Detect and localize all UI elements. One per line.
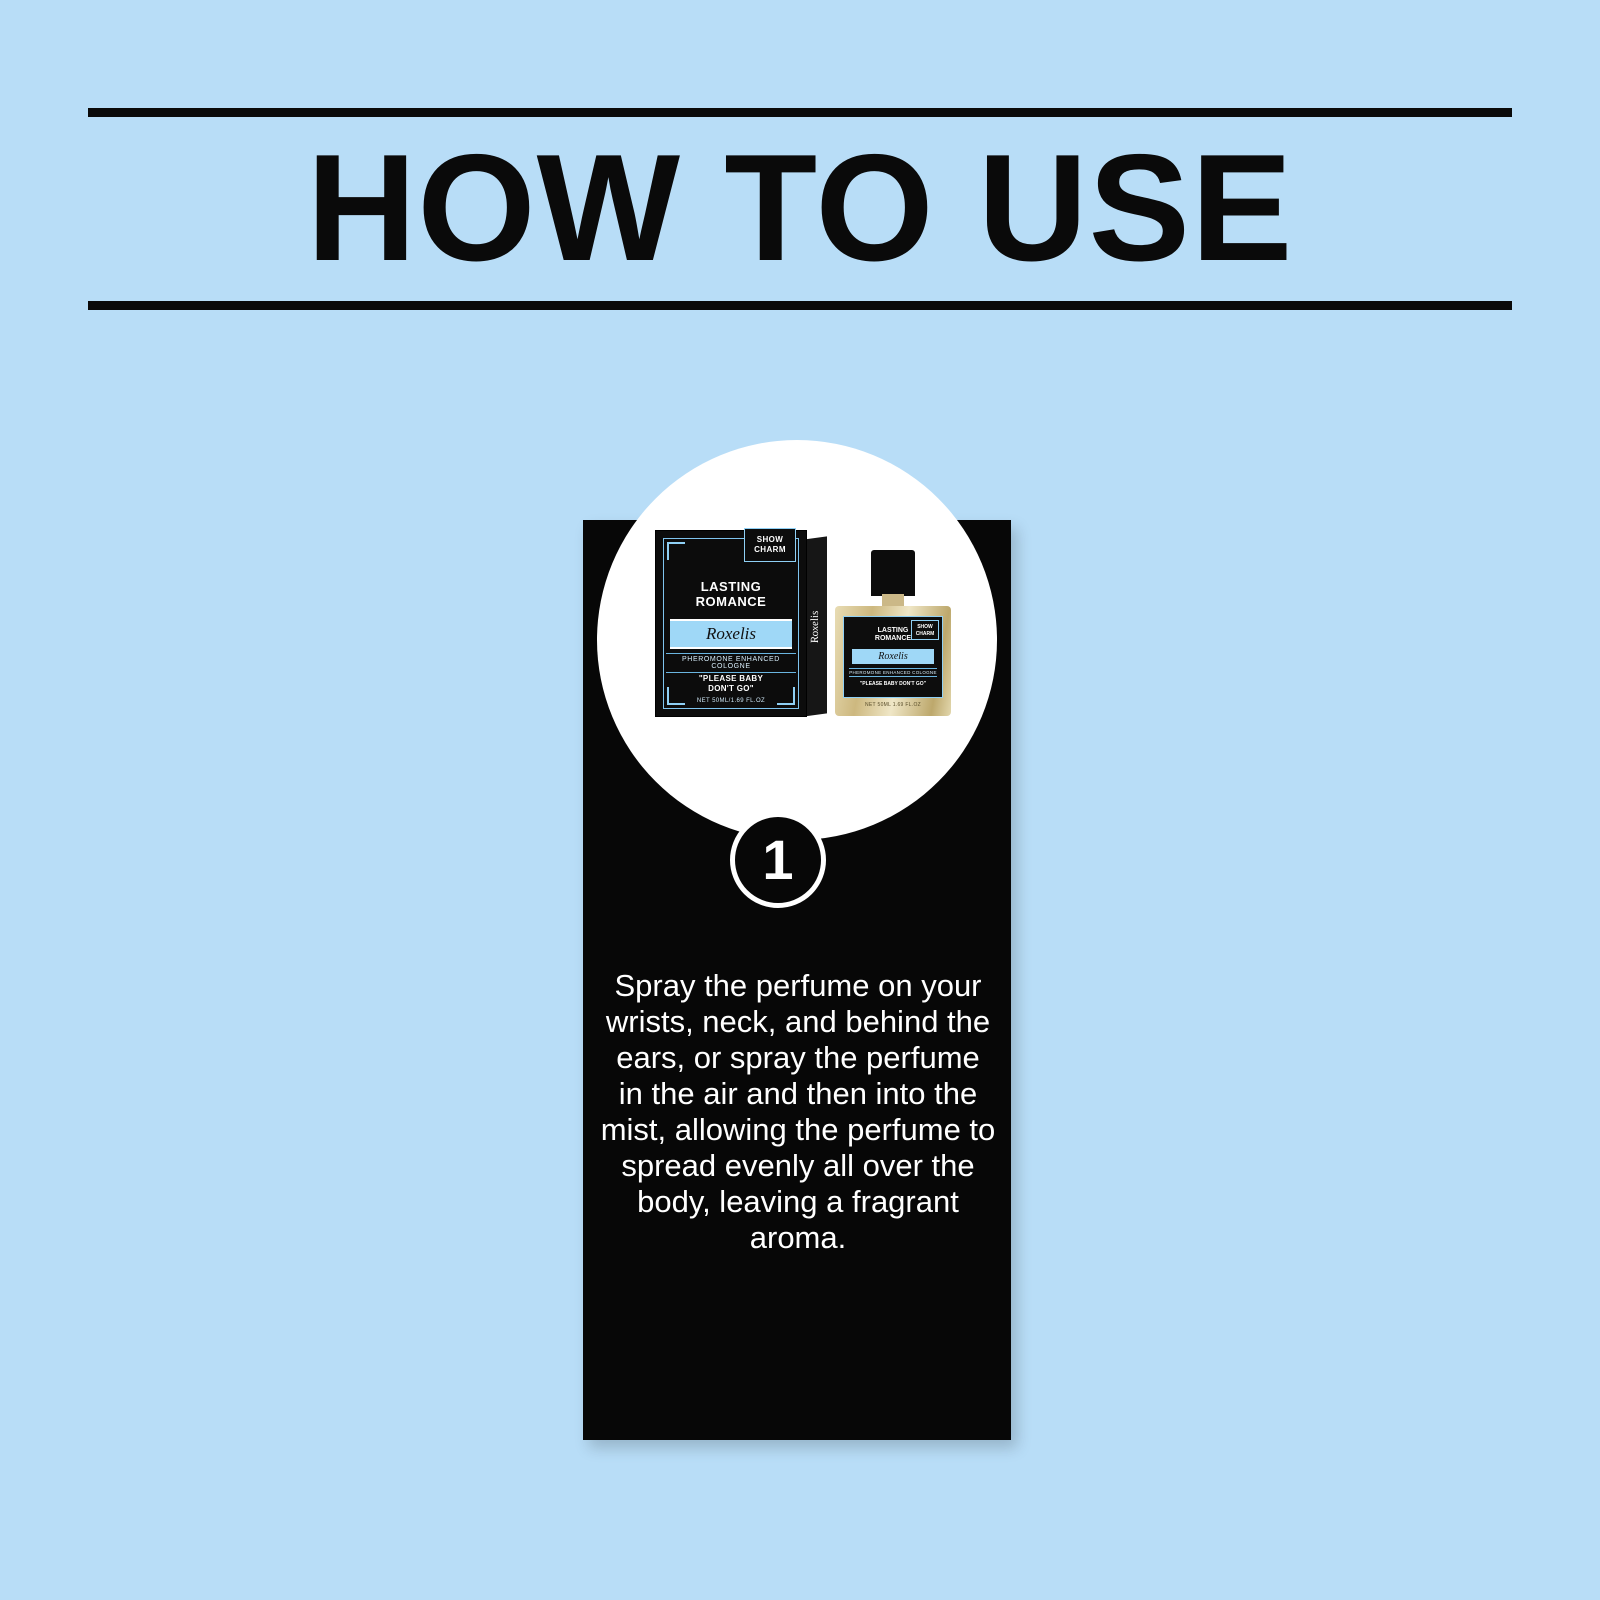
step-description: Spray the perfume on your wrists, neck, and behind the ears, or spray the perfume in the air and then into the mist, allowing the perfume to spread evenly all over the body, leaving a fragrant aroma. — [600, 968, 996, 1255]
product-box-net-weight: NET 50ML/1.69 FL.OZ — [696, 698, 766, 704]
step-number: 1 — [762, 828, 794, 891]
product-box-corner-tl — [667, 542, 685, 560]
bottle-label-title-line2: ROMANCE — [874, 635, 912, 642]
product-photo — [597, 440, 997, 840]
bottle-label-badge-line2: CHARM — [915, 631, 935, 637]
product-box-brand-bar — [670, 619, 792, 649]
page-header — [88, 108, 1512, 310]
step-number-badge — [730, 812, 826, 908]
header-rule-top — [88, 108, 1512, 117]
product-box-badge-line2: CHARM — [754, 545, 786, 554]
bottle-label-title — [844, 627, 942, 643]
bottle-label-brand-bar — [852, 649, 934, 664]
product-box-badge-line1: SHOW — [756, 535, 784, 544]
product-box-subtitle: PHEROMONE ENHANCED COLOGNE — [666, 653, 796, 673]
product-box-quote — [656, 674, 806, 694]
header-rule-bottom — [88, 301, 1512, 310]
product-box-brand: Roxelis — [705, 624, 757, 643]
bottle-label-subtitle: PHEROMONE ENHANCED COLOGNE — [849, 670, 937, 675]
page-title: HOW TO USE — [306, 123, 1294, 293]
product-box-title — [656, 579, 806, 609]
product-box-quote-line2: DON'T GO" — [708, 684, 754, 693]
product-box-badge — [744, 528, 796, 562]
bottle-label-badge-line1: SHOW — [917, 624, 933, 630]
product-box-title-line2: ROMANCE — [695, 594, 767, 609]
bottle-label — [843, 616, 943, 698]
product-box-side-brand: Roxelis — [809, 609, 821, 644]
product-box-title-line1: LASTING — [700, 579, 762, 594]
bottle-net-weight: NET 50ML 1.69 FL.OZ — [865, 702, 921, 708]
product-box-quote-line1: "PLEASE BABY — [698, 674, 764, 683]
product-box-front — [655, 530, 807, 717]
bottle-label-quote: "PLEASE BABY DON'T GO" — [859, 681, 927, 687]
bottle-cap — [871, 550, 915, 596]
bottle-label-brand: Roxelis — [878, 651, 908, 662]
product-photo-inner — [597, 440, 997, 840]
bottle-label-title-line1: LASTING — [877, 627, 909, 634]
